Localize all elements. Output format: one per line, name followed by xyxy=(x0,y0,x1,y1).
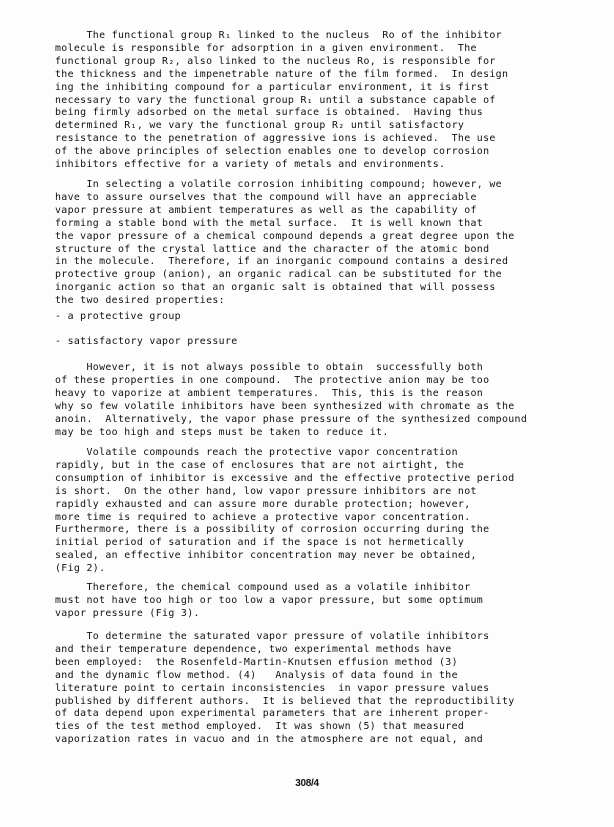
text-line: protective group (anion), an organic radical can be substituted for the xyxy=(55,269,502,281)
text-line: molecule is responsible for adsorption in a given environment. The xyxy=(55,42,477,54)
text-line: inhibitors effective for a variety of metals and environments. xyxy=(55,159,446,171)
text-line: functional group R₂, also linked to the nucleus Ro, is responsible for xyxy=(55,55,496,67)
text-line: of the above principles of selection enables one to develop corrosion xyxy=(55,146,490,158)
text-line: - satisfactory vapor pressure xyxy=(55,336,238,347)
text-line: being firmly adsorbed on the metal surface is obtained. Having thus xyxy=(55,107,484,119)
text-line: and the dynamic flow method. (4) Analysis of data found in the xyxy=(55,669,458,681)
text-line: vaporization rates in vacuo and in the atmosphere are not equal, and xyxy=(55,734,484,746)
text-line: Furthermore, there is a possibility of corrosion occurring during the xyxy=(55,524,490,536)
text-line: more time is required to achieve a protective vapor concentration. xyxy=(55,511,471,523)
text-line: of data depend upon experimental parameters that are inherent proper- xyxy=(55,708,490,720)
paragraph-volatile-compounds xyxy=(55,447,585,576)
text-line: ties of the test method employed. It was shown (5) that measured xyxy=(55,721,465,733)
text-line: of these properties in one compound. The protective anion may be too xyxy=(55,374,490,386)
text-line: sealed, an effective inhibitor concentration may never be obtained, xyxy=(55,550,477,562)
text-line: published by different authors. It is believed that the reproductibility xyxy=(55,695,515,707)
text-line: inorganic action so that an organic salt is obtained that will possess xyxy=(55,282,496,294)
bullet-protective-group xyxy=(55,311,585,324)
text-line: rapidly exhausted and can assure more durable protection; however, xyxy=(55,498,471,510)
text-line: (Fig 2). xyxy=(55,563,106,575)
text-line: in the molecule. Therefore, if an inorganic compound contains a desired xyxy=(55,256,509,268)
text-line: To determine the saturated vapor pressure of volatile inhibitors xyxy=(55,631,490,642)
text-line: vapor pressure (Fig 3). xyxy=(55,607,200,619)
text-line: anoin. Alternatively, the vapor phase pressure of the synthesized compound xyxy=(55,413,528,425)
text-line: consumption of inhibitor is excessive and the effective protective period xyxy=(55,472,515,484)
text-line: initial period of saturation and if the space is not hermetically xyxy=(55,537,465,549)
text-line: In selecting a volatile corrosion inhibiting compound; however, we xyxy=(55,179,502,190)
paragraph-selecting-compound xyxy=(55,179,585,308)
text-line: necessary to vary the functional group R₁ until a substance capable of xyxy=(55,94,496,106)
text-line: However, it is not always possible to obtain successfully both xyxy=(55,362,484,373)
text-line: why so few volatile inhibitors have been synthesized with chromate as the xyxy=(55,400,515,412)
text-line: The functional group R₁ linked to the nucleus Ro of the inhibitor xyxy=(55,30,502,41)
page-number: 308/4 xyxy=(295,778,319,789)
paragraph-properties xyxy=(55,362,585,439)
text-line: structure of the crystal lattice and the character of the atomic bond xyxy=(55,243,490,255)
paragraph-optimum-pressure xyxy=(55,582,585,621)
text-line: and their temperature dependence, two experimental methods have xyxy=(55,643,452,655)
text-line: the two desired properties: xyxy=(55,295,225,307)
text-line: the vapor pressure of a chemical compound depends a great degree upon the xyxy=(55,230,515,242)
text-line: - a protective group xyxy=(55,311,181,322)
text-line: vapor pressure at ambient temperatures as well as the capability of xyxy=(55,204,477,216)
paragraph-methods xyxy=(55,631,585,747)
text-line: resistance to the penetration of aggressive ions is achieved. The use xyxy=(55,133,496,145)
text-line: determined R₁, we vary the functional group R₂ until satisfactory xyxy=(55,120,465,132)
text-line: may be too high and steps must be taken to reduce it. xyxy=(55,426,389,438)
text-line: heavy to vaporize at ambient temperatures. This, this is the reason xyxy=(55,387,484,399)
text-line: been employed: the Rosenfeld-Martin-Knutsen effusion method (3) xyxy=(55,656,458,668)
text-line: is short. On the other hand, low vapor pressure inhibitors are not xyxy=(55,485,477,497)
text-line: Volatile compounds reach the protective vapor concentration xyxy=(55,447,458,458)
text-line: forming a stable bond with the metal surface. It is well known that xyxy=(55,217,484,229)
text-line: ing the inhibiting compound for a particular environment, it is first xyxy=(55,81,490,93)
text-line: literature point to certain inconsistencies in vapor pressure values xyxy=(55,682,490,694)
text-line: must not have too high or too low a vapor pressure, but some optimum xyxy=(55,594,484,606)
text-line: Therefore, the chemical compound used as a volatile inhibitor xyxy=(55,582,471,593)
text-line: rapidly, but in the case of enclosures that are not airtight, the xyxy=(55,459,465,471)
text-line: the thickness and the impenetrable nature of the film formed. In design xyxy=(55,68,509,80)
text-line: have to assure ourselves that the compound will have an appreciable xyxy=(55,191,477,203)
paragraph-functional-groups xyxy=(55,30,585,172)
bullet-vapor-pressure xyxy=(55,336,585,349)
